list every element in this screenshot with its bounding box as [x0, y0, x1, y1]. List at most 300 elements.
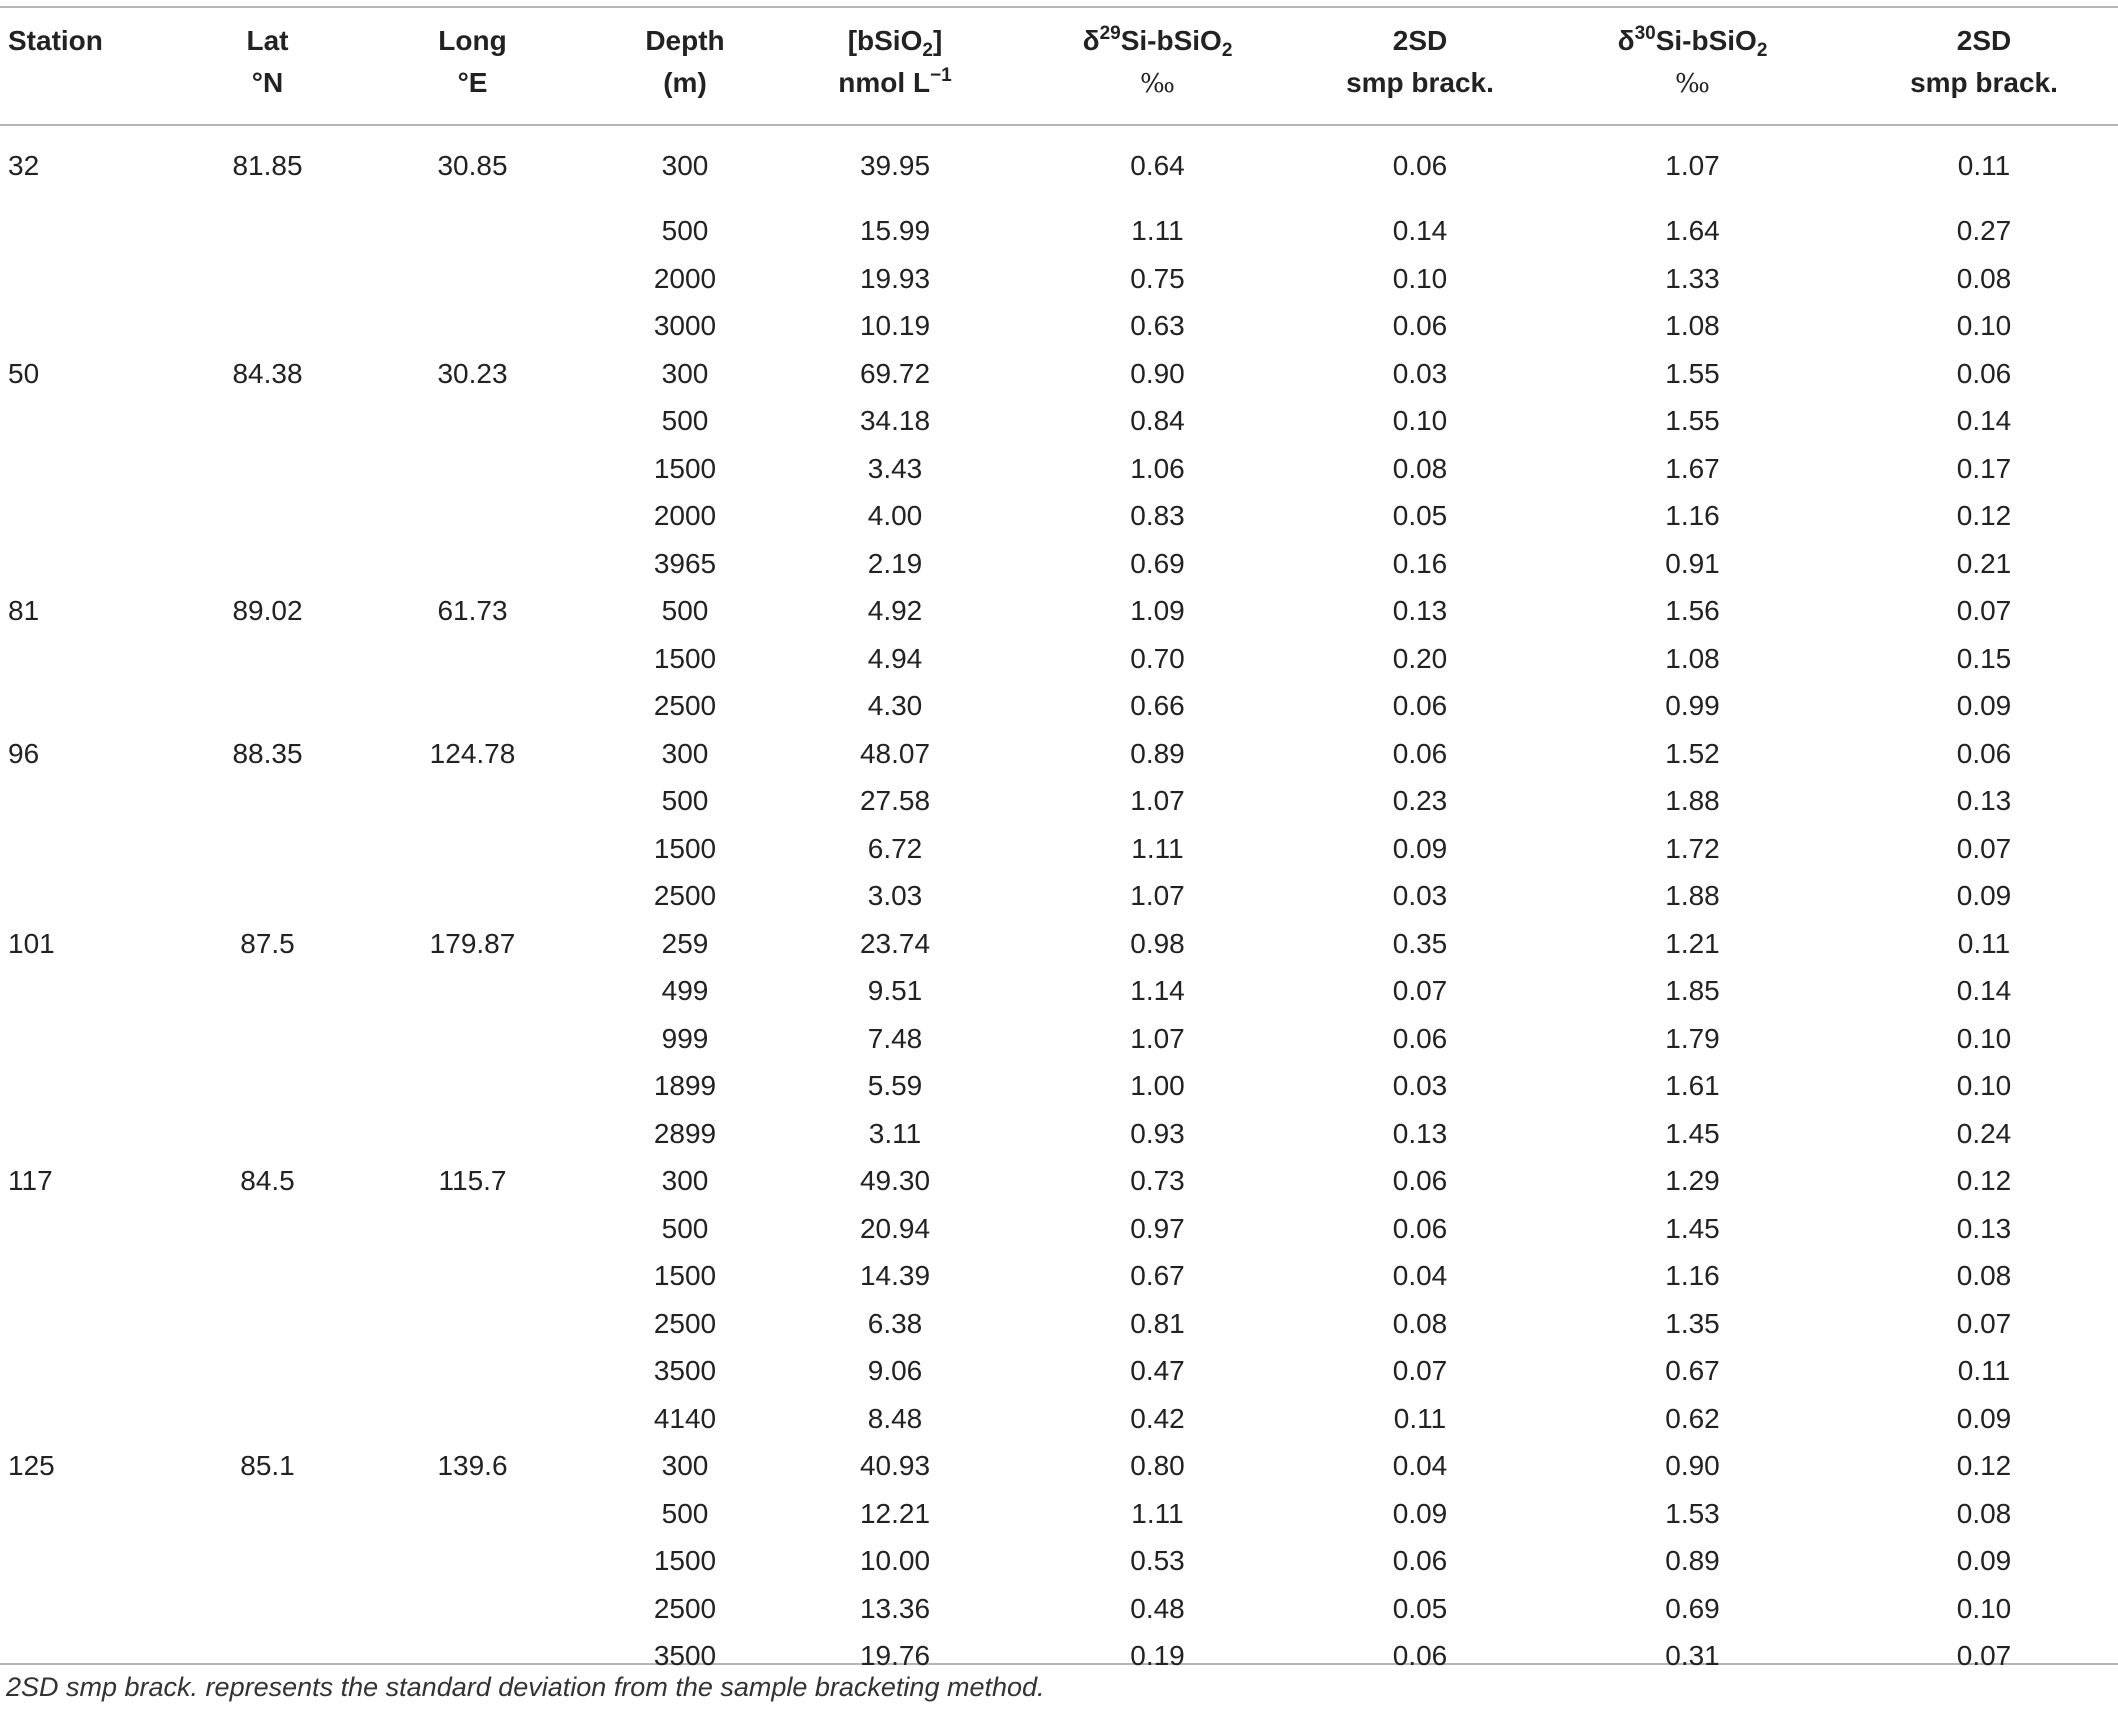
cell-depth: 1500 — [653, 832, 717, 864]
cell-d30si: 0.90 — [1665, 1450, 1720, 1481]
cell-sd-30: 0.08 — [1956, 1260, 2012, 1291]
cell-sd-30: 0.13 — [1956, 1212, 2012, 1244]
table-row — [0, 682, 2118, 730]
cell-bsio2: 7.48 — [867, 1022, 923, 1054]
cell-d30si: 1.08 — [1665, 642, 1720, 674]
table-row — [0, 730, 2118, 778]
cell-d29si: 0.70 — [1130, 642, 1185, 674]
cell-d30si: 1.67 — [1665, 452, 1720, 484]
cell-long — [355, 1062, 590, 1110]
cell-bsio2: 9.51 — [867, 975, 923, 1006]
cell-sd-29: 0.06 — [1392, 1022, 1448, 1054]
cell-bsio2: 5.59 — [867, 1070, 923, 1101]
cell-sd-30: 0.08 — [1956, 1497, 2012, 1529]
cell-d29si: 0.42 — [1130, 1402, 1185, 1434]
cell-d30si: 1.55 — [1665, 357, 1720, 389]
cell-sd-29: 0.03 — [1392, 880, 1448, 911]
cell-d29si: 0.66 — [1130, 690, 1185, 721]
cell-sd-30: 0.14 — [1956, 405, 2012, 436]
cell-sd-30: 0.07 — [1956, 595, 2012, 626]
cell-long — [355, 445, 590, 493]
cell-depth: 500 — [661, 215, 709, 246]
cell-depth: 3500 — [653, 1355, 717, 1386]
cell-d30si: 0.99 — [1665, 690, 1720, 721]
cell-d30si: 1.45 — [1665, 1117, 1720, 1149]
table-footnote: 2SD smp brack. represents the standard deviation from the sample bracketing method. — [6, 1672, 1045, 1702]
cell-d30si: 1.45 — [1665, 1212, 1720, 1244]
cell-d29si: 0.84 — [1130, 405, 1185, 436]
cell-sd-30: 0.13 — [1956, 785, 2012, 816]
cell-station: 81 — [8, 595, 40, 626]
cell-d30si: 1.85 — [1665, 975, 1720, 1006]
cell-d30si: 1.64 — [1665, 215, 1720, 246]
cell-station — [0, 825, 180, 873]
cell-sd-30: 0.10 — [1956, 310, 2012, 341]
cell-d30si: 0.67 — [1665, 1355, 1720, 1386]
cell-bsio2: 3.11 — [868, 1117, 922, 1149]
cell-sd-30: 0.09 — [1956, 690, 2012, 721]
cell-sd-30: 0.10 — [1956, 1022, 2012, 1054]
cell-sd-29: 0.06 — [1392, 737, 1448, 769]
cell-long — [355, 1395, 590, 1443]
cell-lat — [180, 1537, 355, 1585]
cell-bsio2: 10.00 — [859, 1545, 931, 1576]
cell-station — [0, 635, 180, 683]
cell-lat — [180, 1395, 355, 1443]
cell-sd-30: 0.09 — [1956, 1402, 2012, 1434]
cell-sd-29: 0.08 — [1392, 1307, 1448, 1339]
cell-bsio2: 3.43 — [867, 452, 923, 484]
cell-d30si: 1.08 — [1665, 310, 1720, 341]
cell-d30si: 1.88 — [1665, 880, 1720, 911]
cell-long — [355, 872, 590, 920]
cell-bsio2: 19.93 — [859, 262, 931, 294]
cell-bsio2: 9.06 — [867, 1355, 923, 1386]
cell-depth: 1899 — [653, 1070, 717, 1101]
cell-d29si: 0.67 — [1130, 1260, 1185, 1291]
cell-sd-29: 0.06 — [1392, 690, 1448, 721]
cell-lat — [180, 1252, 355, 1300]
cell-d29si: 0.89 — [1130, 737, 1185, 769]
cell-bsio2: 49.30 — [859, 1165, 931, 1196]
cell-d30si: 1.21 — [1665, 927, 1720, 959]
cell-long — [355, 492, 590, 540]
cell-station — [0, 492, 180, 540]
table-row — [0, 1490, 2118, 1538]
table-body — [0, 124, 2118, 1680]
cell-depth: 1500 — [653, 1260, 717, 1291]
cell-depth: 500 — [661, 405, 709, 436]
cell-depth: 300 — [661, 1165, 709, 1196]
cell-sd-29: 0.03 — [1392, 357, 1448, 389]
cell-station — [0, 397, 180, 445]
cell-sd-30: 0.07 — [1956, 832, 2012, 864]
cell-d29si: 0.69 — [1130, 547, 1185, 579]
cell-long — [355, 1490, 590, 1538]
cell-lat: 88.35 — [232, 737, 303, 769]
cell-long: 139.6 — [437, 1450, 508, 1481]
cell-long — [355, 1015, 590, 1063]
cell-sd-29: 0.13 — [1392, 595, 1448, 626]
cell-bsio2: 19.76 — [859, 1640, 931, 1671]
cell-d29si: 1.07 — [1130, 1022, 1185, 1054]
cell-long — [355, 540, 590, 588]
header-2sd-30: 2SD smp brack. — [1910, 25, 2058, 98]
cell-sd-29: 0.04 — [1392, 1450, 1448, 1481]
cell-sd-30: 0.21 — [1956, 547, 2012, 579]
cell-lat — [180, 1347, 355, 1395]
cell-d29si: 1.09 — [1130, 595, 1185, 626]
cell-d29si: 1.07 — [1130, 880, 1185, 911]
cell-depth: 4140 — [653, 1402, 717, 1434]
cell-depth: 2500 — [653, 880, 717, 911]
header-2sd-29: 2SD smp brack. — [1346, 25, 1494, 98]
table-row — [0, 920, 2118, 968]
cell-d30si: 0.69 — [1665, 1592, 1720, 1624]
cell-station — [0, 967, 180, 1015]
cell-sd-30: 0.24 — [1956, 1117, 2012, 1149]
cell-bsio2: 12.21 — [859, 1497, 931, 1529]
table-row — [0, 1300, 2118, 1348]
cell-station: 96 — [8, 737, 40, 769]
cell-depth: 2000 — [653, 262, 717, 294]
cell-sd-30: 0.15 — [1956, 642, 2012, 674]
cell-depth: 1500 — [653, 642, 717, 674]
table-row — [0, 872, 2118, 920]
cell-sd-29: 0.06 — [1392, 310, 1448, 341]
cell-d30si: 1.72 — [1665, 832, 1720, 864]
cell-sd-30: 0.17 — [1956, 452, 2012, 484]
cell-d29si: 1.11 — [1131, 832, 1184, 864]
table-row — [0, 967, 2118, 1015]
cell-d29si: 0.83 — [1130, 500, 1185, 531]
cell-d29si: 0.97 — [1130, 1212, 1185, 1244]
header-depth: Depth (m) — [645, 25, 725, 98]
cell-sd-29: 0.20 — [1392, 642, 1448, 674]
cell-lat — [180, 1585, 355, 1633]
cell-depth: 300 — [661, 1450, 709, 1481]
cell-sd-29: 0.23 — [1392, 785, 1448, 816]
table-row — [0, 1395, 2118, 1443]
cell-bsio2: 8.48 — [867, 1402, 923, 1434]
cell-depth: 259 — [661, 927, 709, 959]
cell-long — [355, 777, 590, 825]
cell-depth: 499 — [661, 975, 709, 1006]
cell-sd-30: 0.14 — [1956, 975, 2012, 1006]
cell-depth: 2899 — [653, 1117, 717, 1149]
cell-bsio2: 4.94 — [867, 642, 923, 674]
cell-bsio2: 20.94 — [859, 1212, 931, 1244]
cell-d30si: 1.61 — [1665, 1070, 1720, 1101]
table-row — [0, 1537, 2118, 1585]
cell-sd-29: 0.05 — [1392, 1592, 1448, 1624]
cell-long — [355, 1300, 590, 1348]
cell-sd-30: 0.10 — [1956, 1592, 2012, 1624]
cell-lat — [180, 207, 355, 255]
table-row — [0, 255, 2118, 303]
cell-station — [0, 872, 180, 920]
cell-d30si: 1.16 — [1665, 500, 1720, 531]
cell-station: 32 — [8, 150, 40, 181]
cell-long — [355, 967, 590, 1015]
cell-d29si: 0.73 — [1130, 1165, 1185, 1196]
cell-lat — [180, 1205, 355, 1253]
cell-lat — [180, 682, 355, 730]
table-row — [0, 777, 2118, 825]
cell-d29si: 0.75 — [1130, 262, 1185, 294]
cell-d29si: 1.14 — [1130, 975, 1185, 1006]
cell-sd-29: 0.07 — [1392, 1355, 1448, 1386]
cell-long — [355, 635, 590, 683]
cell-d30si: 1.29 — [1665, 1165, 1720, 1196]
cell-long — [355, 1205, 590, 1253]
cell-sd-29: 0.16 — [1392, 547, 1448, 579]
cell-sd-29: 0.35 — [1392, 927, 1448, 959]
cell-long — [355, 1110, 590, 1158]
cell-long — [355, 1585, 590, 1633]
cell-bsio2: 13.36 — [859, 1592, 931, 1624]
cell-d30si: 1.16 — [1665, 1260, 1720, 1291]
cell-d29si: 0.63 — [1130, 310, 1185, 341]
table-row — [0, 825, 2118, 873]
cell-d30si: 0.89 — [1665, 1545, 1720, 1576]
cell-station — [0, 1110, 180, 1158]
cell-lat — [180, 967, 355, 1015]
cell-bsio2: 3.03 — [867, 880, 923, 911]
cell-bsio2: 39.95 — [859, 150, 931, 181]
table-row — [0, 1585, 2118, 1633]
cell-station — [0, 1537, 180, 1585]
cell-d29si: 0.98 — [1130, 927, 1185, 959]
cell-sd-29: 0.06 — [1392, 1545, 1448, 1576]
cell-bsio2: 4.30 — [867, 690, 923, 721]
cell-lat — [180, 255, 355, 303]
cell-d30si: 1.55 — [1665, 405, 1720, 436]
cell-d29si: 0.93 — [1130, 1117, 1185, 1149]
cell-depth: 300 — [661, 150, 709, 181]
cell-lat: 89.02 — [232, 595, 303, 626]
cell-bsio2: 4.92 — [867, 595, 923, 626]
cell-station — [0, 302, 180, 350]
cell-bsio2: 27.58 — [859, 785, 931, 816]
table-row — [0, 350, 2118, 398]
cell-lat — [180, 635, 355, 683]
cell-depth: 2500 — [653, 1307, 717, 1339]
cell-sd-30: 0.08 — [1956, 262, 2012, 294]
cell-depth: 300 — [661, 357, 709, 389]
cell-sd-30: 0.27 — [1956, 215, 2012, 246]
cell-sd-30: 0.06 — [1956, 357, 2012, 389]
header-station: Station — [8, 25, 103, 56]
table-row — [0, 1442, 2118, 1490]
cell-lat — [180, 1490, 355, 1538]
cell-d30si: 1.35 — [1665, 1307, 1720, 1339]
cell-d29si: 0.47 — [1130, 1355, 1185, 1386]
cell-d29si: 0.81 — [1130, 1307, 1185, 1339]
cell-sd-29: 0.06 — [1392, 1640, 1448, 1671]
cell-lat: 87.5 — [240, 927, 295, 959]
cell-station — [0, 1252, 180, 1300]
table-row — [0, 1252, 2118, 1300]
cell-d29si: 1.06 — [1130, 452, 1185, 484]
table-row — [0, 124, 2118, 207]
table-row — [0, 397, 2118, 445]
cell-lat: 84.5 — [240, 1165, 295, 1196]
cell-sd-30: 0.12 — [1956, 1450, 2012, 1481]
cell-sd-29: 0.08 — [1392, 452, 1448, 484]
table-row — [0, 1015, 2118, 1063]
cell-sd-30: 0.12 — [1956, 1165, 2012, 1196]
cell-sd-30: 0.11 — [1957, 927, 2011, 959]
cell-sd-29: 0.07 — [1392, 975, 1448, 1006]
cell-bsio2: 4.00 — [867, 500, 923, 531]
cell-long: 30.85 — [437, 150, 508, 181]
cell-sd-30: 0.09 — [1956, 880, 2012, 911]
cell-station — [0, 682, 180, 730]
cell-long: 30.23 — [437, 357, 508, 389]
cell-d30si: 0.31 — [1665, 1640, 1720, 1671]
cell-station — [0, 207, 180, 255]
table-row — [0, 207, 2118, 255]
cell-d30si: 1.56 — [1665, 595, 1720, 626]
cell-d30si: 1.52 — [1665, 737, 1720, 769]
table-row — [0, 445, 2118, 493]
cell-station — [0, 1062, 180, 1110]
cell-sd-30: 0.11 — [1957, 1355, 2011, 1386]
cell-station: 101 — [8, 927, 55, 959]
cell-depth: 500 — [661, 1497, 709, 1529]
cell-sd-30: 0.09 — [1956, 1545, 2012, 1576]
cell-sd-29: 0.03 — [1392, 1070, 1448, 1101]
cell-long: 124.78 — [429, 737, 516, 769]
cell-sd-30: 0.07 — [1956, 1307, 2012, 1339]
cell-sd-30: 0.07 — [1956, 1640, 2012, 1671]
cell-station — [0, 1205, 180, 1253]
cell-d29si: 1.11 — [1131, 1497, 1184, 1529]
cell-d29si: 0.80 — [1130, 1450, 1185, 1481]
cell-lat: 81.85 — [232, 150, 303, 181]
cell-sd-30: 0.06 — [1956, 737, 2012, 769]
cell-long — [355, 302, 590, 350]
cell-sd-29: 0.11 — [1393, 1402, 1447, 1434]
cell-d30si: 1.33 — [1665, 262, 1720, 294]
cell-long: 115.7 — [438, 1165, 507, 1196]
cell-d29si: 0.53 — [1130, 1545, 1185, 1576]
cell-sd-29: 0.10 — [1392, 262, 1448, 294]
cell-bsio2: 69.72 — [859, 357, 931, 389]
cell-d29si: 0.48 — [1130, 1592, 1185, 1624]
table-row — [0, 1347, 2118, 1395]
header-row — [0, 8, 2118, 124]
cell-d29si: 1.07 — [1130, 785, 1185, 816]
cell-lat — [180, 1110, 355, 1158]
cell-long — [355, 1537, 590, 1585]
silicon-isotope-table — [0, 8, 2118, 1680]
cell-depth: 2500 — [653, 1592, 717, 1624]
cell-depth: 2500 — [653, 690, 717, 721]
cell-d29si: 1.00 — [1130, 1070, 1185, 1101]
cell-lat: 84.38 — [232, 357, 303, 389]
table-row — [0, 492, 2118, 540]
cell-bsio2: 2.19 — [867, 547, 923, 579]
cell-d30si: 1.79 — [1665, 1022, 1720, 1054]
cell-lat — [180, 1300, 355, 1348]
cell-depth: 1500 — [653, 452, 717, 484]
cell-lat — [180, 872, 355, 920]
table-header — [0, 8, 2118, 124]
cell-station — [0, 1015, 180, 1063]
cell-bsio2: 48.07 — [859, 737, 931, 769]
cell-lat — [180, 777, 355, 825]
cell-long — [355, 1252, 590, 1300]
cell-d30si: 0.91 — [1665, 547, 1720, 579]
cell-d30si: 1.53 — [1665, 1497, 1720, 1529]
cell-depth: 999 — [661, 1022, 709, 1054]
cell-station — [0, 1300, 180, 1348]
cell-long — [355, 1347, 590, 1395]
cell-lat — [180, 1062, 355, 1110]
header-bsio2: [bSiO$_2$] nmol $L^{-1}$ — [838, 25, 952, 98]
cell-bsio2: 23.74 — [859, 927, 931, 959]
cell-station — [0, 255, 180, 303]
header-d30si: $\delta^{30}Si-bSiO_2$ ‰ — [1617, 23, 1768, 99]
cell-lat — [180, 445, 355, 493]
table-row — [0, 1110, 2118, 1158]
cell-d29si: 1.11 — [1131, 215, 1184, 246]
cell-sd-29: 0.10 — [1392, 405, 1448, 436]
table-row — [0, 1157, 2118, 1205]
cell-sd-29: 0.14 — [1392, 215, 1448, 246]
cell-lat — [180, 1015, 355, 1063]
cell-d30si: 0.62 — [1665, 1402, 1720, 1434]
cell-sd-29: 0.05 — [1392, 500, 1448, 531]
cell-lat — [180, 397, 355, 445]
cell-bsio2: 10.19 — [859, 310, 931, 341]
cell-station — [0, 445, 180, 493]
cell-sd-30: 0.12 — [1956, 500, 2012, 531]
cell-d29si: 0.90 — [1130, 357, 1185, 389]
cell-lat — [180, 492, 355, 540]
cell-bsio2: 6.38 — [867, 1307, 923, 1339]
cell-sd-29: 0.13 — [1392, 1117, 1448, 1149]
cell-station — [0, 1395, 180, 1443]
cell-d29si: 0.19 — [1130, 1640, 1185, 1671]
cell-bsio2: 15.99 — [859, 215, 931, 246]
cell-sd-29: 0.06 — [1392, 150, 1448, 181]
cell-depth: 3500 — [653, 1640, 717, 1671]
cell-depth: 1500 — [653, 1545, 717, 1576]
cell-station — [0, 540, 180, 588]
cell-lat — [180, 302, 355, 350]
cell-depth: 300 — [661, 737, 709, 769]
cell-station: 125 — [8, 1450, 55, 1481]
cell-depth: 500 — [661, 595, 709, 626]
cell-lat: 85.1 — [240, 1450, 295, 1481]
cell-long — [355, 397, 590, 445]
cell-station — [0, 1490, 180, 1538]
cell-depth: 500 — [661, 1212, 709, 1244]
cell-station: 117 — [8, 1165, 53, 1196]
cell-long: 61.73 — [437, 595, 508, 626]
cell-lat — [180, 825, 355, 873]
cell-long — [355, 207, 590, 255]
cell-station — [0, 1347, 180, 1395]
table-row — [0, 587, 2118, 635]
cell-d30si: 1.88 — [1665, 785, 1720, 816]
cell-station: 50 — [8, 357, 40, 389]
table-row — [0, 635, 2118, 683]
cell-depth: 3965 — [653, 547, 717, 579]
